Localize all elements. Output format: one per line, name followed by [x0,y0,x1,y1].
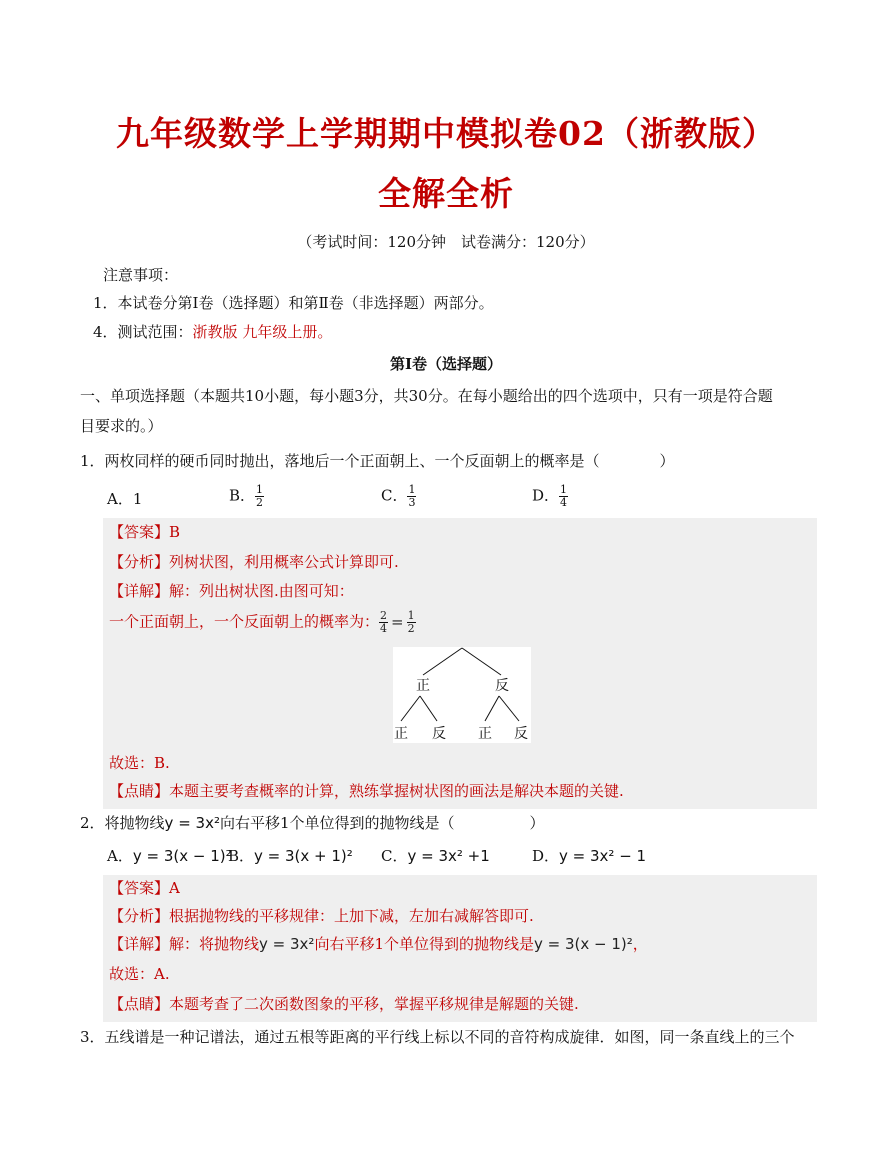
q1-stem: 1．两枚同样的硬币同时抛出，落地后一个正面朝上、一个反面朝上的概率是（ ） [80,452,675,470]
q2-comment-text: 本题考查了二次函数图象的平移，掌握平移规律是解题的关键. [169,995,579,1013]
q2-stem-math: y = 3x² [164,814,220,832]
q3-stem: 3．五线谱是一种记谱法，通过五根等距离的平行线上标以不同的音符构成旋律．如图，同一条直线上的三个 [80,1028,795,1046]
q2-conclusion: 故选：A. [109,965,170,983]
tree-branch-l1-left [423,648,462,675]
q1-frac-a-num: 2 [380,609,388,622]
tree-node-l1-right: 反 [495,678,509,694]
tree-branch-l2-3 [485,696,499,721]
q2-detail-end: ， [632,935,648,953]
q2-detail-math2: y = 3(x − 1)² [534,935,633,953]
q2-stem-prefix: 2．将抛物线 [80,814,165,832]
tree-branch-l1-right [462,648,501,675]
document-title: 九年级数学上学期期中模拟卷02（浙教版） [116,114,776,153]
section-intro-line1: 一、单项选择题（本题共10小题，每小题3分，共30分。在每小题给出的四个选项中，只有一项是符合题 [80,387,773,405]
q2-option-a-math: y = 3(x − 1)² [132,847,232,865]
q2-analysis [109,906,534,926]
q2-solution-box [103,875,817,1022]
q2-option-c [381,846,490,866]
q2-option-a-label: A． [107,847,133,865]
notes-item-1: 1．本试卷分第Ⅰ卷（选择题）和第Ⅱ卷（非选择题）两部分。 [93,294,494,312]
tree-node-l2-4: 反 [514,726,528,742]
document-subtitle: 全解全析 [378,174,514,213]
q2-option-b-math: y = 3(x + 1)² [254,847,353,865]
tree-branch-l2-4 [499,696,519,721]
q2-stem [80,813,545,833]
q1-option-a: A．1 [107,490,143,508]
q1-option-c-den: 3 [408,496,416,509]
q1-analysis [109,552,399,572]
q2-detail-tag: 【详解】 [109,935,170,953]
q1-analysis-tag: 【分析】 [109,553,170,571]
q1-option-d [532,484,568,509]
tree-branch-l2-1 [401,696,420,721]
q2-detail-prefix: 解：将抛物线 [169,935,260,953]
q1-comment [109,781,624,801]
q1-comment-text: 本题主要考查概率的计算，熟练掌握树状图的画法是解决本题的关键. [169,782,624,800]
q1-option-b-den: 2 [256,496,264,509]
tree-diagram [393,647,531,743]
q1-detail-text: 解：列出树状图.由图可知： [169,582,354,600]
q2-option-c-label: C． [381,847,408,865]
tree-diagram-svg [393,647,531,743]
q2-option-d-math: y = 3x² − 1 [559,847,647,865]
section-intro-line2: 目要求的。） [80,417,163,435]
notes-heading: 注意事项： [103,266,179,284]
q1-frac-b-num: 1 [407,609,415,622]
q1-detail [109,581,354,601]
q2-answer-value: A [169,879,180,897]
section-title: 第Ⅰ卷（选择题） [389,355,503,373]
notes-item-4 [93,322,332,342]
q1-comment-tag: 【点睛】 [109,782,170,800]
q2-option-c-math: y = 3x² +1 [407,847,490,865]
q1-option-c [381,484,416,509]
q2-comment [109,994,579,1014]
q1-eq: = [391,612,404,631]
q2-detail-mid: 向右平移1个单位得到的抛物线是 [314,935,534,953]
q1-answer [109,522,180,542]
q1-option-c-label: C． [381,486,408,505]
notes-item-4-value: 浙教版 九年级上册。 [192,323,333,341]
q2-analysis-tag: 【分析】 [109,907,170,925]
q2-analysis-text: 根据抛物线的平移规律：上加下减，左加右减解答即可. [169,907,534,925]
q2-option-b [228,846,353,866]
q1-option-d-num: 1 [560,483,568,496]
q1-option-b [229,484,264,509]
tree-branch-l2-2 [420,696,437,721]
q2-detail [109,934,648,954]
q1-answer-tag: 【答案】 [109,523,170,541]
q1-detail-tag: 【详解】 [109,582,170,600]
q1-detail-line2 [109,610,416,635]
q1-answer-value: B [169,523,181,541]
tree-node-l2-1: 正 [394,726,408,742]
q1-option-d-den: 4 [560,496,568,509]
q1-option-d-label: D． [532,486,560,505]
tree-node-l1-left: 正 [416,678,430,694]
q1-frac-a-den: 4 [380,622,388,635]
q1-option-c-num: 1 [408,483,416,496]
q2-option-d-label: D． [532,847,560,865]
q1-option-b-label: B． [229,486,256,505]
exam-info: （考试时间：120分钟 试卷满分：120分） [297,233,595,251]
q2-detail-math1: y = 3x² [259,935,315,953]
q1-analysis-text: 列树状图，利用概率公式计算即可. [169,553,399,571]
q1-conclusion: 故选：B. [109,754,170,772]
q2-option-d [532,846,646,866]
q2-answer-tag: 【答案】 [109,879,170,897]
notes-item-4-prefix: 4．测试范围： [93,323,193,341]
q2-option-b-label: B． [228,847,255,865]
q1-option-b-num: 1 [256,483,264,496]
q2-stem-suffix: 向右平移1个单位得到的抛物线是（ ） [219,814,545,832]
q2-option-a [107,846,232,866]
q1-frac-b-den: 2 [407,622,415,635]
q2-answer [109,878,180,898]
tree-node-l2-2: 反 [432,726,446,742]
q2-comment-tag: 【点睛】 [109,995,170,1013]
q1-detail2-text: 一个正面朝上，一个反面朝上的概率为： [109,612,380,631]
tree-node-l2-3: 正 [478,726,492,742]
